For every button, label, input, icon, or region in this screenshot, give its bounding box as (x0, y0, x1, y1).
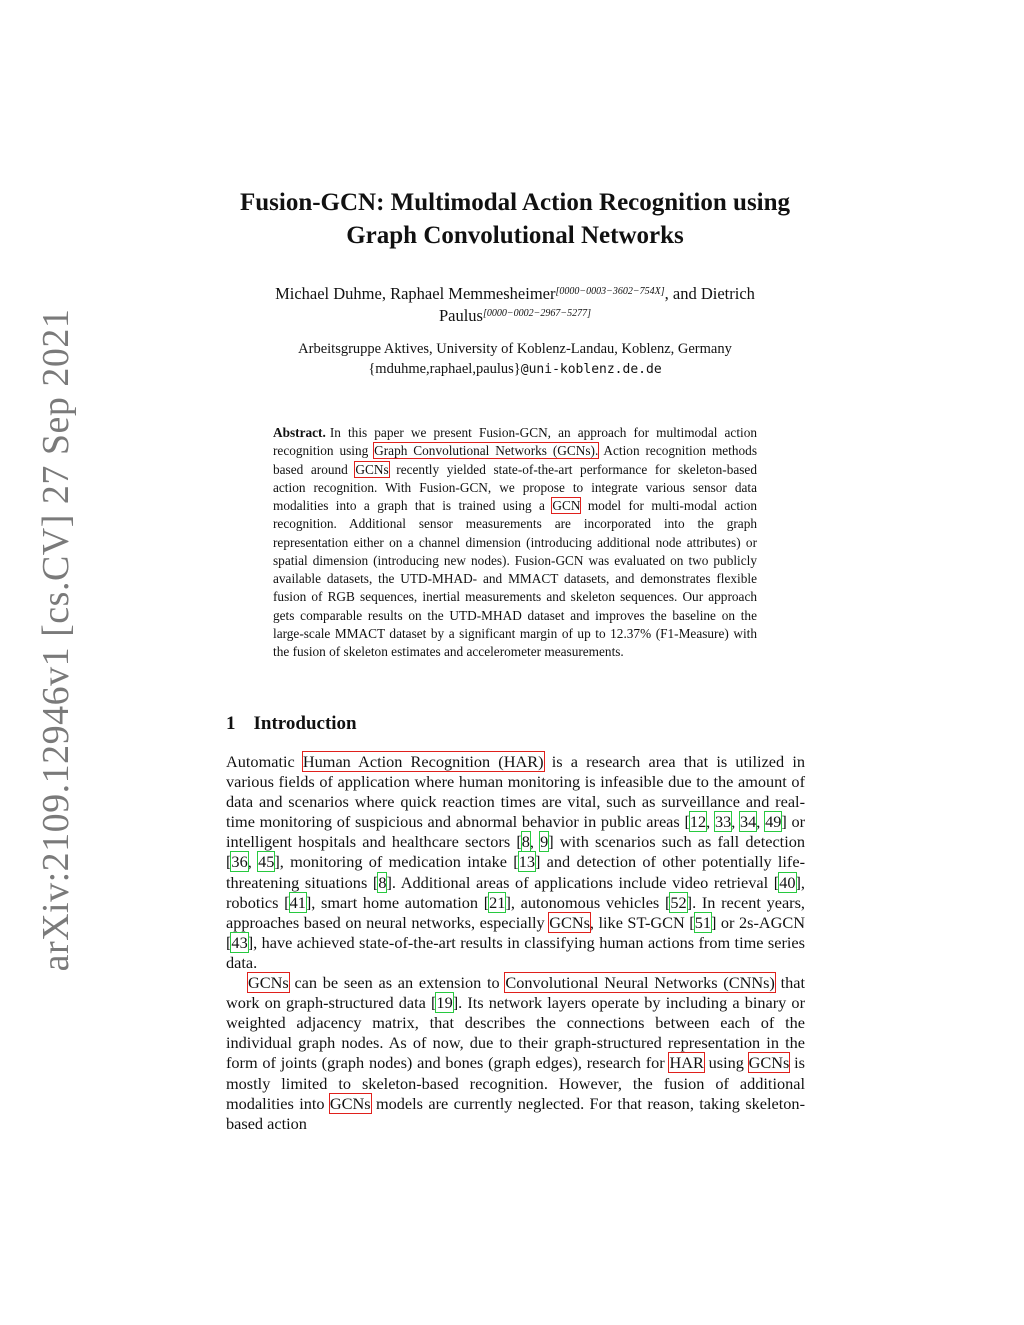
citation-separator: , (756, 812, 766, 832)
acronym-link-cnns[interactable]: Convolutional Neural Networks (CNNs) (505, 973, 775, 993)
acronym-link-gcns[interactable]: GCNs (748, 1053, 790, 1073)
paragraph-1 (226, 752, 805, 973)
body-text: ] or intelligent hospitals and healthcare sectors [ (226, 812, 806, 852)
citation-link[interactable]: 52 (670, 892, 687, 912)
arxiv-identifier: arXiv:2109.12946v1 [cs.CV] 27 Sep 2021 (35, 308, 77, 972)
body-text: ] or 2s-AGCN [ (226, 912, 806, 952)
acronym-link-har[interactable]: Human Action Recognition (HAR) (302, 752, 544, 771)
citation-link[interactable]: 13 (518, 852, 535, 872)
author-list (240, 283, 790, 327)
acronym-link-har[interactable]: HAR (669, 1053, 704, 1073)
body-text: ]. Its network layers operate by including a binary or weighted adjacency matrix, that describes the connections between each of the individual graph nodes. As of now, due to their graph-structured representation in the form of joints (graph nodes) and bones (graph edges), research for (226, 993, 805, 1073)
body-text: ] with scenarios such as fall detection [ (226, 832, 806, 872)
paragraph-2 (226, 973, 805, 1134)
citation-separator: , (529, 832, 541, 852)
citation-link[interactable]: 12 (689, 812, 707, 832)
orcid-paulus: [0000−0002−2967−5277] (482, 308, 592, 319)
citation-separator: , (731, 812, 740, 832)
author-names: Michael Duhme, Raphael Memmesheimer (275, 284, 556, 303)
body-text: ], autonomous vehicles [ (505, 892, 671, 912)
institution: Arbeitsgruppe Aktives, University of Koblenz-Landau, Koblenz, Germany (298, 341, 732, 357)
citation-link[interactable]: 33 (714, 812, 732, 832)
citation-link[interactable]: 43 (231, 932, 248, 952)
citation-link[interactable]: 51 (694, 912, 711, 932)
citation-link[interactable]: 40 (779, 872, 796, 892)
body-text: is a research area that is utilized in various fields of application where human monitoring is infeasible due to the amount of data and scenarios where quick reaction times are vital, such as surveillance and real-time monitoring of suspicious and abnormal behavior in public areas [ (226, 752, 806, 832)
body-text: that work on graph-structured data [ (226, 973, 805, 1013)
body-text: ]. In recent years, approaches based on neural networks, especially (226, 892, 806, 932)
citation-link[interactable]: 34 (740, 812, 757, 832)
body-text: can be seen as an extension to (288, 973, 506, 993)
section-heading-introduction (226, 713, 357, 735)
section-number: 1 (226, 713, 236, 734)
paper-title (215, 186, 815, 252)
body-text: models are currently neglected. For that reason, taking skeleton-based action (226, 1093, 805, 1133)
abstract-text: model for multi-modal action recognition. Additional sensor measurements are incorporated into the graph representation either on a channel dimension (introducing additional node attributes) or spatial dimension (introducing new nodes). Fusion-GCN was evaluated on two publicly available datasets, the UTD-MHAD- and MMACT datasets, and demonstrates flexible fusion of RGB sequences, inertial measurements and skeleton sequences. Our approach gets comparable results on the UTD-MHAD dataset and improves the baseline on the large-scale MMACT dataset by a significant margin of up to 12.37% (F1-Measure) with the fusion of skeleton estimates and accelerometer measurements. (273, 498, 758, 659)
citation-link[interactable]: 19 (436, 993, 453, 1013)
abstract (273, 424, 757, 661)
email-domain: @uni-koblenz.de.de (520, 362, 662, 377)
abstract-text: Action recognition methods based around (273, 443, 757, 477)
abstract-label: Abstract. (273, 425, 326, 440)
body-text: , like ST-GCN [ (589, 912, 695, 932)
body-text: ], smart home automation [ (305, 892, 490, 912)
body-text: is mostly limited to skeleton-based recognition. However, the fusion of additional modalities into (226, 1053, 805, 1113)
body-text: ], robotics [ (226, 872, 805, 912)
body-text: ], have achieved state-of-the-art results in classifying human actions from time series data. (226, 932, 805, 972)
acronym-link-gcns[interactable]: Graph Convolutional Networks (GCNs). (374, 443, 599, 459)
body-text: using (703, 1053, 749, 1073)
email-users: {mduhme,raphael,paulus} (368, 361, 521, 377)
citation-link[interactable]: 49 (765, 812, 782, 832)
acronym-link-gcns[interactable]: GCNs (355, 461, 389, 477)
citation-link[interactable]: 8 (378, 872, 387, 892)
citation-link[interactable]: 21 (489, 892, 506, 912)
body-text: ], monitoring of medication intake [ (274, 852, 519, 872)
acronym-link-gcns[interactable]: GCNs (329, 1093, 371, 1113)
title-line-1: Fusion-GCN: Multimodal Action Recognition using (239, 189, 791, 216)
abstract-text: In this paper we present Fusion-GCN, an approach for multimodal action recognition using (273, 425, 757, 459)
body-text: Automatic (226, 752, 303, 771)
acronym-link-gcns[interactable]: GCNs (549, 912, 590, 932)
orcid-memmesheimer: [0000−0003−3602−754X] (555, 286, 665, 297)
citation-link[interactable]: 9 (540, 832, 549, 852)
title-line-2: Graph Convolutional Networks (346, 222, 684, 249)
affiliation (250, 339, 780, 380)
citation-separator: , (706, 812, 715, 832)
author-paulus: Paulus (438, 306, 483, 325)
acronym-link-gcn[interactable]: GCN (552, 498, 581, 513)
introduction-body (226, 752, 805, 1134)
email (250, 359, 780, 380)
author-separator: , and Dietrich (664, 284, 755, 303)
citation-link[interactable]: 8 (521, 832, 530, 852)
abstract-text: recently yielded state-of-the-art performance for skeleton-based action recognition. With Fusion-GCN, we propose to integrate various sensor data modalities into a graph that is trained using a (273, 461, 757, 513)
citation-link[interactable]: 36 (231, 852, 248, 872)
acronym-link-gcns[interactable]: GCNs (248, 973, 289, 993)
citation-separator: , (247, 852, 259, 872)
citation-link[interactable]: 45 (258, 852, 275, 872)
body-text: ]. Additional areas of applications include video retrieval [ (386, 872, 780, 892)
body-text: ] and detection of other potentially life-threatening situations [ (226, 852, 805, 892)
citation-link[interactable]: 41 (289, 892, 306, 912)
section-title: Introduction (253, 713, 357, 734)
